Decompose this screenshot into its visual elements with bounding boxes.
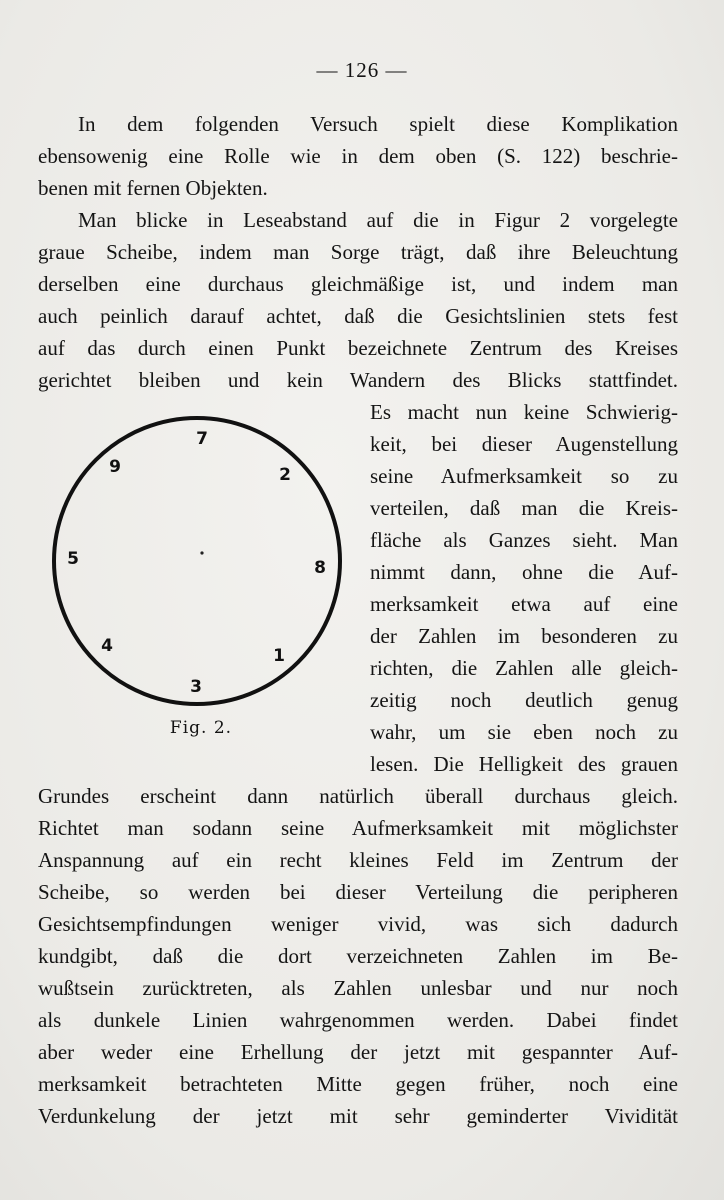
text-line: wahr, um sie eben noch zu (370, 720, 678, 744)
text-line: benen mit fernen Objekten. (38, 176, 268, 200)
text-line: In dem folgenden Versuch spielt diese Komplikation (78, 112, 678, 136)
page-number: — 126 — (316, 58, 408, 82)
text-line: auch peinlich darauf achtet, daß die Gesichtslinien stets fest (38, 304, 678, 328)
text-line: derselben eine durchaus gleichmäßige ist, und indem man (38, 272, 678, 296)
text-line: zeitig noch deutlich genug (370, 688, 678, 712)
text-line: lesen. Die Helligkeit des grauen (370, 752, 678, 776)
text-line: als dunkele Linien wahrgenommen werden. Dabei findet (38, 1008, 678, 1032)
text-line: der Zahlen im besonderen zu (370, 624, 678, 648)
text-line: graue Scheibe, indem man Sorge trägt, daß ihre Beleuchtung (38, 240, 678, 264)
figure-number: 4 (101, 636, 113, 656)
figure-caption: Fig. 2. (169, 718, 233, 738)
text-line: verteilen, daß man die Kreis- (370, 496, 678, 520)
text-line: Anspannung auf ein recht kleines Feld im Zentrum der (38, 848, 678, 872)
text-line: wußtsein zurücktreten, als Zahlen unlesbar und nur noch (38, 976, 678, 1000)
center-dot (200, 551, 203, 554)
text-line: merksamkeit etwa auf eine (370, 592, 678, 616)
text-line: richten, die Zahlen alle gleich- (370, 656, 678, 680)
text-line: gerichtet bleiben und kein Wandern des Blicks stattfindet. (38, 368, 678, 392)
text-line: aber weder eine Erhellung der jetzt mit gespannter Auf- (38, 1040, 678, 1064)
figure-number: 3 (190, 677, 202, 697)
figure-2 (44, 408, 344, 753)
text-line: keit, bei dieser Augenstellung (370, 432, 678, 456)
figure-number: 8 (314, 558, 326, 578)
text-line: seine Aufmerksamkeit so zu (370, 464, 678, 488)
figure-number: 7 (196, 429, 208, 449)
text-line: auf das durch einen Punkt bezeichnete Zentrum des Kreises (38, 336, 678, 360)
text-line: Man blicke in Leseabstand auf die in Figur 2 vorgelegte (78, 208, 678, 232)
text-line: nimmt dann, ohne die Auf- (370, 560, 678, 584)
text-line: Gesichtsempfindungen weniger vivid, was sich dadurch (38, 912, 678, 936)
figure-number: 5 (67, 549, 79, 569)
text-line: kundgibt, daß die dort verzeichneten Zahlen im Be- (38, 944, 678, 968)
figure-2-disc (44, 408, 344, 708)
disc-outline (54, 418, 340, 704)
text-line: Richtet man sodann seine Aufmerksamkeit mit möglichster (38, 816, 678, 840)
figure-number: 9 (109, 457, 121, 477)
text-line: Grundes erscheint dann natürlich überall durchaus gleich. (38, 784, 678, 808)
text-line: Es macht nun keine Schwierig- (370, 400, 678, 424)
figure-number: 2 (279, 465, 291, 485)
text-line: ebensowenig eine Rolle wie in dem oben (S. 122) beschrie- (38, 144, 678, 168)
text-line: Scheibe, so werden bei dieser Verteilung die peripheren (38, 880, 678, 904)
text-line: Verdunkelung der jetzt mit sehr geminderter Vividität (38, 1104, 678, 1128)
text-line: merksamkeit betrachteten Mitte gegen früher, noch eine (38, 1072, 678, 1096)
text-line: fläche als Ganzes sieht. Man (370, 528, 678, 552)
figure-number: 1 (273, 646, 285, 666)
